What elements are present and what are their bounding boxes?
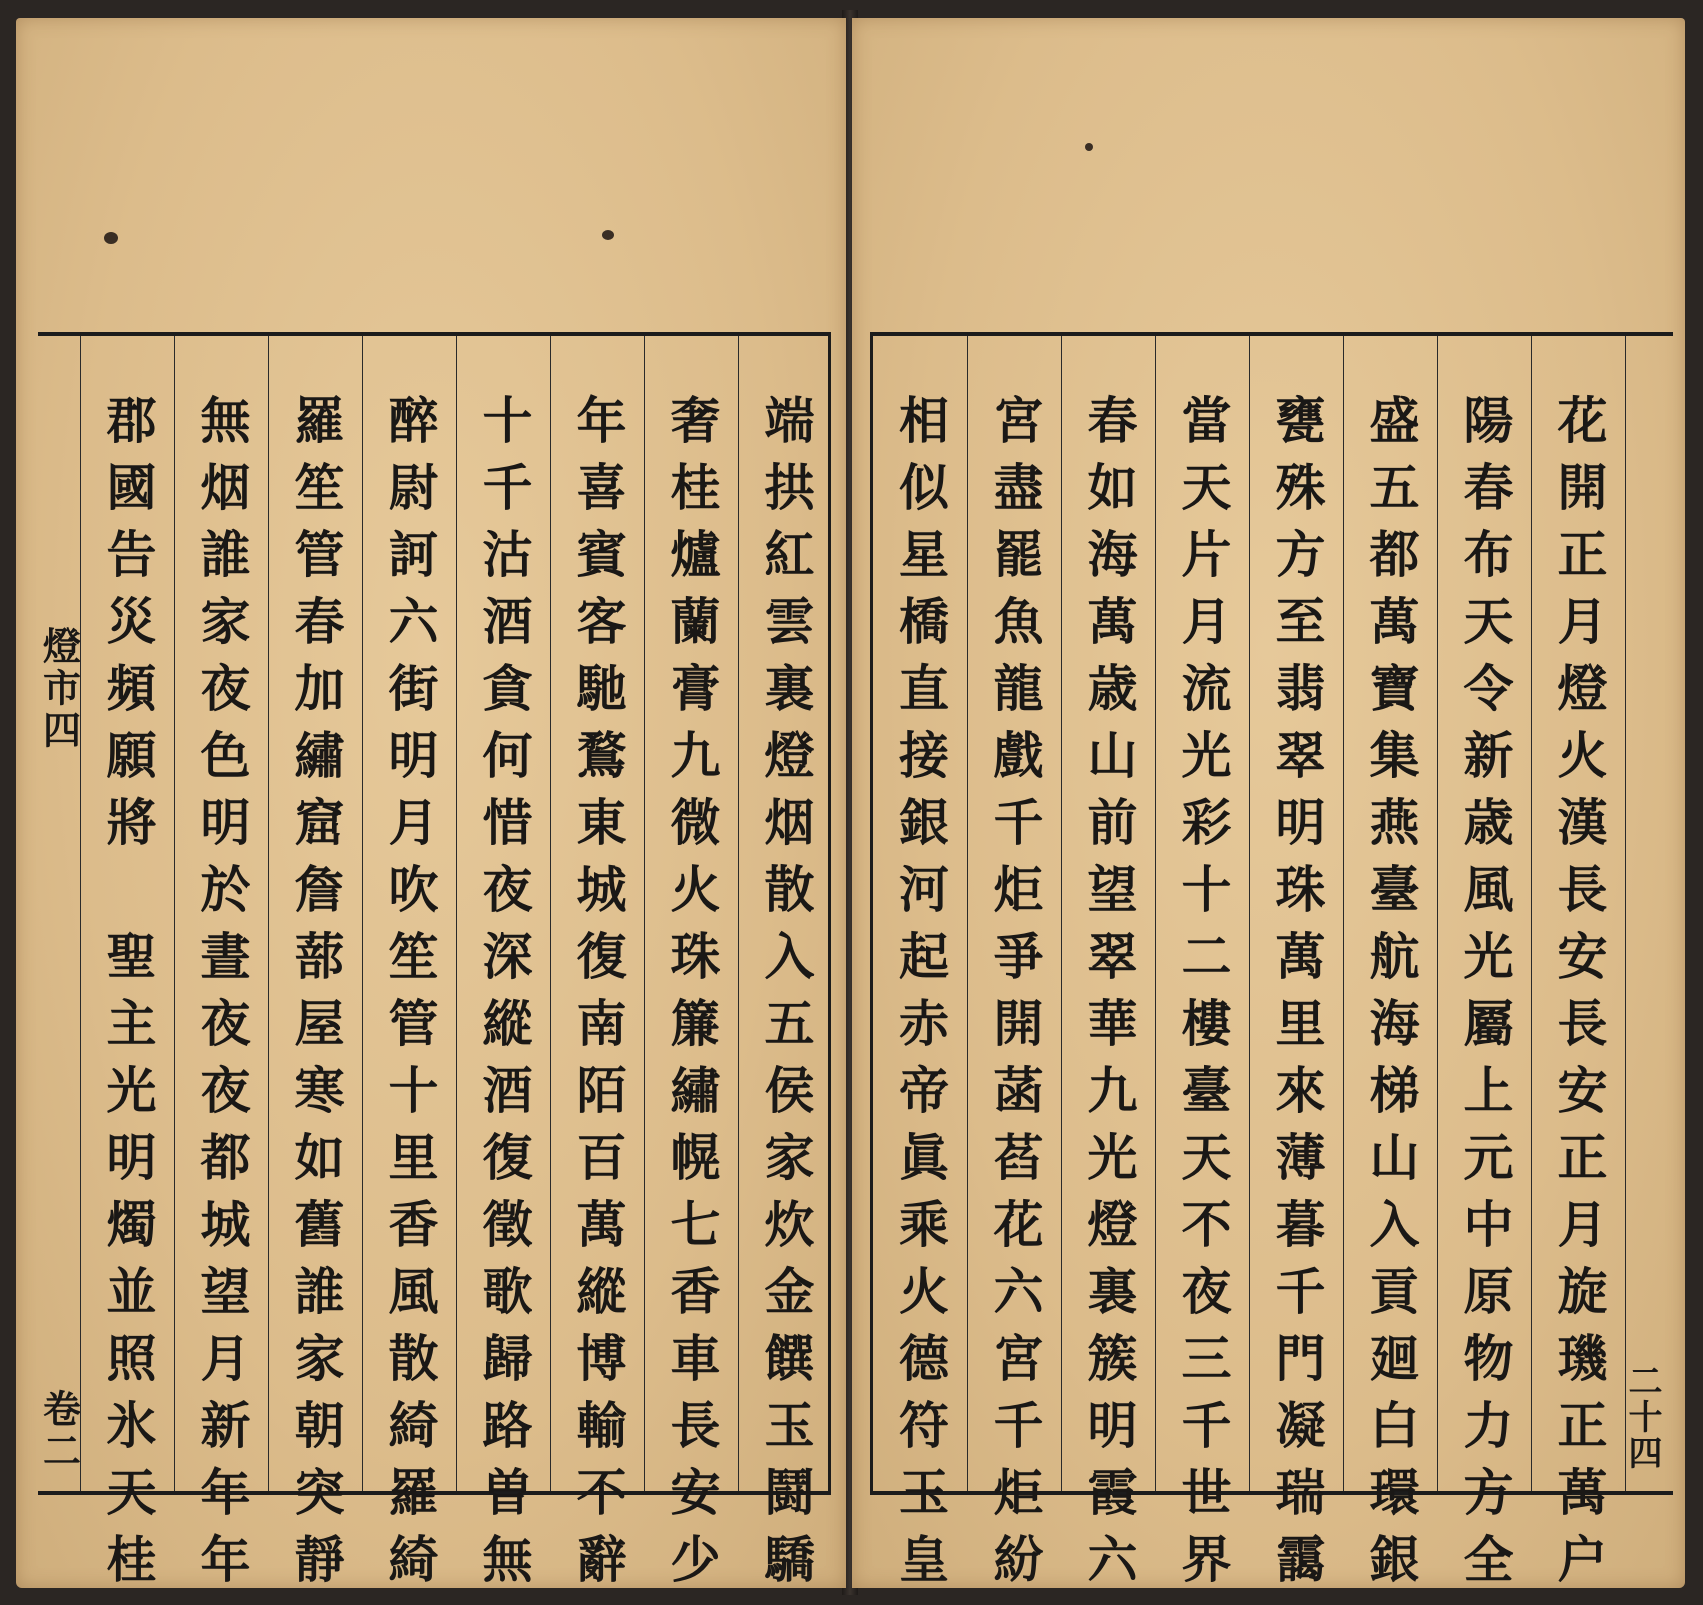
left-text-frame xyxy=(36,332,831,1600)
text-column-8: 郡國告災頻願將 聖主光明燭並照氷天桂 xyxy=(80,336,174,1491)
text-column-5: 當天片月流光彩十二樓臺天不夜三千世界 xyxy=(1155,336,1249,1491)
ink-spot xyxy=(104,232,118,244)
text-column-3: 年喜賓客馳鶩東城復南陌百萬縱博輸不辭 xyxy=(550,336,644,1491)
text-column-7: 無烟誰家夜色明於晝夜夜都城望月新年年 xyxy=(174,336,268,1491)
text-column-2: 奢桂爐蘭膏九微火珠簾繡幌七香車長安少 xyxy=(644,336,738,1491)
page-number: 二十四 xyxy=(1622,1363,1662,1471)
right-page xyxy=(852,18,1685,1600)
ink-spot xyxy=(602,230,614,240)
text-column-5: 醉尉訶六街明月吹笙管十里香風散綺羅綺 xyxy=(362,336,456,1491)
left-page xyxy=(16,18,846,1600)
text-column-4: 十千沽酒貪何惜夜深縱酒復徵歌歸路曽無 xyxy=(456,336,550,1491)
ink-spot xyxy=(1085,143,1093,151)
left-margin-strip xyxy=(38,336,80,1491)
text-column-6: 羅笙管春加繡窟詹蔀屋寒如舊誰家朝突靜 xyxy=(268,336,362,1491)
text-column-4: 甕殊方至翡翠明珠萬里來薄暮千門凝瑞靄 xyxy=(1249,336,1343,1491)
text-column-2: 陽春布天令新歳風光屬上元中原物力方全 xyxy=(1437,336,1531,1491)
text-column-1: 花開正月燈火漢長安長安正月旋璣正萬户 xyxy=(1531,336,1625,1491)
text-column-8: 相似星橋直接銀河起赤帝眞乘火德符玉皇 xyxy=(891,394,950,1600)
text-column-1: 端拱紅雲裏燈烟散入五侯家炊金饌玉鬪驕 xyxy=(738,336,832,1491)
right-margin-strip xyxy=(1622,336,1673,1491)
text-column-6: 春如海萬歳山前望翠華九光燈裏簇明霞六 xyxy=(1061,336,1155,1491)
text-column-3: 盛五都萬寶集燕臺航海梯山入貢廻白環銀 xyxy=(1343,336,1437,1491)
margin-title: 燈市四 xyxy=(36,626,82,752)
text-column-7: 宮盡罷魚龍戲千炬爭開菡萏花六宮千炬紛 xyxy=(967,336,1061,1491)
margin-volume: 卷二 xyxy=(36,1389,82,1473)
right-text-frame xyxy=(870,332,1673,1600)
